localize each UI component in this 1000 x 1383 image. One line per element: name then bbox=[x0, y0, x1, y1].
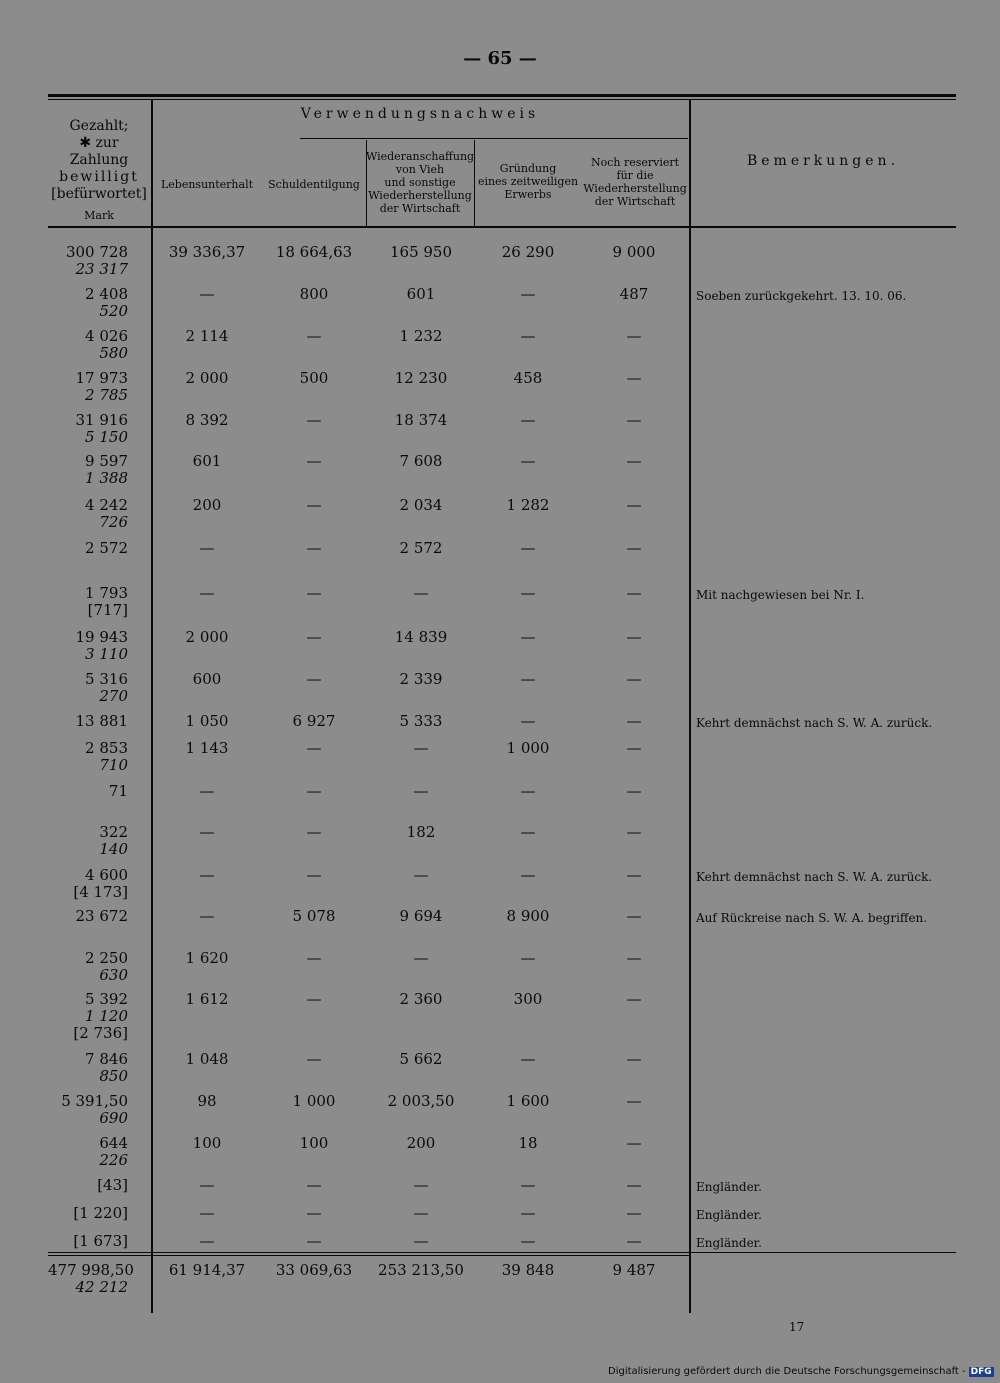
table-row-18-paid bbox=[48, 991, 128, 1042]
table-row-21-paid-0: 644 bbox=[99, 1134, 128, 1152]
table-row-6-lebensunterhalt: 200 bbox=[192, 496, 222, 514]
total-row-paid bbox=[48, 1261, 134, 1296]
table-row-15-wiederanschaffung: — bbox=[413, 866, 429, 884]
table-row-12-wiederanschaffung: — bbox=[413, 739, 429, 757]
table-row-9-schuldentilgung: — bbox=[306, 628, 322, 646]
table-row-24-paid-0: [1 673] bbox=[73, 1232, 128, 1250]
table-row-2-lebensunterhalt: 2 114 bbox=[185, 327, 229, 345]
table-row-2-schuldentilgung: — bbox=[306, 327, 322, 345]
table-row-3-gruendung: 458 bbox=[513, 369, 543, 387]
table-row-22-gruendung: — bbox=[520, 1176, 536, 1194]
table-row-23-schuldentilgung: — bbox=[306, 1204, 322, 1222]
table-row-24-noch-reserviert: — bbox=[626, 1232, 642, 1250]
table-row-12-schuldentilgung: — bbox=[306, 739, 322, 757]
header-wiederanschaffung bbox=[366, 150, 474, 215]
total-row-schuldentilgung: 33 069,63 bbox=[275, 1261, 353, 1279]
table-row-5-wiederanschaffung: 7 608 bbox=[399, 452, 443, 470]
table-row-23-noch-reserviert: — bbox=[626, 1204, 642, 1222]
table-row-22-bemerkung: Engländer. bbox=[696, 1180, 762, 1194]
table-row-23-lebensunterhalt: — bbox=[199, 1204, 215, 1222]
table-row-13-paid bbox=[48, 783, 128, 800]
table-row-21-paid-1: 226 bbox=[99, 1151, 128, 1169]
table-row-12-noch-reserviert: — bbox=[626, 739, 642, 757]
top-rule bbox=[48, 94, 956, 97]
header-noch-4: der Wirtschaft bbox=[594, 195, 676, 208]
table-row-5-noch-reserviert: — bbox=[626, 452, 642, 470]
table-row-0-gruendung: 26 290 bbox=[501, 243, 555, 261]
table-row-17-paid-1: 630 bbox=[99, 966, 128, 984]
table-row-21-gruendung: 18 bbox=[518, 1134, 538, 1152]
table-row-10-schuldentilgung: — bbox=[306, 670, 322, 688]
table-row-2-wiederanschaffung: 1 232 bbox=[399, 327, 443, 345]
table-row-14-paid-1: 140 bbox=[99, 840, 128, 858]
table-row-4-paid bbox=[48, 412, 128, 446]
footer-text: Digitalisierung gefördert durch die Deutsche Forschungsgemeinschaft - bbox=[608, 1366, 966, 1377]
table-row-18-wiederanschaffung: 2 360 bbox=[399, 990, 443, 1008]
table-row-14-wiederanschaffung: 182 bbox=[406, 823, 436, 841]
table-row-4-paid-0: 31 916 bbox=[75, 411, 128, 429]
header-gezahlt-1: Gezahlt; bbox=[69, 118, 129, 134]
table-row-20-paid bbox=[48, 1093, 128, 1127]
table-row-1-paid-1: 520 bbox=[99, 302, 128, 320]
header-gru-2: eines zeitweiligen bbox=[477, 175, 579, 188]
table-row-19-paid-1: 850 bbox=[99, 1067, 128, 1085]
table-row-20-paid-0: 5 391,50 bbox=[61, 1092, 128, 1110]
table-row-10-wiederanschaffung: 2 339 bbox=[399, 670, 443, 688]
table-row-22-schuldentilgung: — bbox=[306, 1176, 322, 1194]
top-rule-thin bbox=[48, 99, 956, 100]
table-row-16-gruendung: 8 900 bbox=[506, 907, 550, 925]
total-rule bbox=[48, 1252, 956, 1253]
table-row-19-lebensunterhalt: 1 048 bbox=[185, 1050, 229, 1068]
table-row-20-wiederanschaffung: 2 003,50 bbox=[387, 1092, 455, 1110]
table-row-3-lebensunterhalt: 2 000 bbox=[185, 369, 229, 387]
sheet-number: 17 bbox=[789, 1320, 805, 1334]
table-row-0-schuldentilgung: 18 664,63 bbox=[275, 243, 353, 261]
table-row-11-gruendung: — bbox=[520, 712, 536, 730]
table-row-2-gruendung: — bbox=[520, 327, 536, 345]
table-row-4-wiederanschaffung: 18 374 bbox=[394, 411, 448, 429]
table-row-10-gruendung: — bbox=[520, 670, 536, 688]
table-row-19-schuldentilgung: — bbox=[306, 1050, 322, 1068]
table-row-15-lebensunterhalt: — bbox=[199, 866, 215, 884]
table-row-3-paid bbox=[48, 370, 128, 404]
table-row-0-paid-1: 23 317 bbox=[75, 260, 128, 278]
table-row-0-paid bbox=[48, 244, 128, 278]
table-row-14-gruendung: — bbox=[520, 823, 536, 841]
table-row-5-paid-1: 1 388 bbox=[85, 469, 128, 487]
table-row-11-wiederanschaffung: 5 333 bbox=[399, 712, 443, 730]
table-row-12-paid bbox=[48, 740, 128, 774]
table-row-7-lebensunterhalt: — bbox=[199, 539, 215, 557]
table-row-24-bemerkung: Engländer. bbox=[696, 1236, 762, 1250]
table-row-20-paid-1: 690 bbox=[99, 1109, 128, 1127]
table-row-1-lebensunterhalt: — bbox=[199, 285, 215, 303]
table-row-24-paid bbox=[48, 1233, 128, 1250]
table-row-21-wiederanschaffung: 200 bbox=[406, 1134, 436, 1152]
table-row-1-paid bbox=[48, 286, 128, 320]
table-row-20-noch-reserviert: — bbox=[626, 1092, 642, 1110]
table-row-11-lebensunterhalt: 1 050 bbox=[185, 712, 229, 730]
table-row-24-wiederanschaffung: — bbox=[413, 1232, 429, 1250]
table-row-1-noch-reserviert: 487 bbox=[619, 285, 649, 303]
table-row-11-schuldentilgung: 6 927 bbox=[292, 712, 336, 730]
total-row-lebensunterhalt: 61 914,37 bbox=[168, 1261, 246, 1279]
header-verwendung: Verwendungsnachweis bbox=[300, 106, 540, 122]
dfg-logo: DFG bbox=[970, 1367, 992, 1377]
table-row-8-paid-1: [717] bbox=[87, 601, 128, 619]
table-row-17-wiederanschaffung: — bbox=[413, 949, 429, 967]
table-row-20-gruendung: 1 600 bbox=[506, 1092, 550, 1110]
table-row-11-paid-0: 13 881 bbox=[75, 712, 128, 730]
header-noch-1: Noch reserviert bbox=[590, 156, 680, 169]
table-row-8-wiederanschaffung: — bbox=[413, 584, 429, 602]
table-row-6-paid bbox=[48, 497, 128, 531]
table-row-18-gruendung: 300 bbox=[513, 990, 543, 1008]
table-row-2-noch-reserviert: — bbox=[626, 327, 642, 345]
table-row-21-lebensunterhalt: 100 bbox=[192, 1134, 222, 1152]
table-row-6-wiederanschaffung: 2 034 bbox=[399, 496, 443, 514]
table-row-6-paid-0: 4 242 bbox=[85, 496, 128, 514]
table-row-19-gruendung: — bbox=[520, 1050, 536, 1068]
header-lebensunterhalt: Lebensunterhalt bbox=[160, 178, 254, 191]
table-row-12-gruendung: 1 000 bbox=[506, 739, 550, 757]
table-row-9-gruendung: — bbox=[520, 628, 536, 646]
table-row-15-paid-1: [4 173] bbox=[73, 883, 128, 901]
table-row-8-paid-0: 1 793 bbox=[85, 584, 128, 602]
wiederanschaffung-right bbox=[474, 140, 475, 226]
table-row-23-paid bbox=[48, 1205, 128, 1222]
table-row-15-schuldentilgung: — bbox=[306, 866, 322, 884]
table-row-22-wiederanschaffung: — bbox=[413, 1176, 429, 1194]
table-row-9-paid-0: 19 943 bbox=[75, 628, 128, 646]
table-row-7-gruendung: — bbox=[520, 539, 536, 557]
table-row-11-paid bbox=[48, 713, 128, 730]
table-row-15-bemerkung: Kehrt demnächst nach S. W. A. zurück. bbox=[696, 870, 933, 884]
table-row-7-wiederanschaffung: 2 572 bbox=[399, 539, 443, 557]
table-row-8-bemerkung: Mit nachgewiesen bei Nr. I. bbox=[696, 588, 865, 602]
table-row-18-noch-reserviert: — bbox=[626, 990, 642, 1008]
total-row-noch-reserviert: 9 487 bbox=[612, 1261, 656, 1279]
table-row-14-schuldentilgung: — bbox=[306, 823, 322, 841]
header-wie-2: von Vieh bbox=[395, 163, 445, 176]
header-wie-1: Wiederanschaffung bbox=[366, 150, 475, 163]
table-row-16-paid-0: 23 672 bbox=[75, 907, 128, 925]
table-row-12-paid-1: 710 bbox=[99, 756, 128, 774]
table-row-18-schuldentilgung: — bbox=[306, 990, 322, 1008]
table-row-4-lebensunterhalt: 8 392 bbox=[185, 411, 229, 429]
total-row-wiederanschaffung: 253 213,50 bbox=[378, 1261, 464, 1279]
total-row-paid-1: 42 212 bbox=[75, 1278, 128, 1296]
table-row-19-paid-0: 7 846 bbox=[85, 1050, 128, 1068]
header-gezahlt-2: ✱ zur Zahlung bbox=[69, 135, 129, 168]
table-row-8-noch-reserviert: — bbox=[626, 584, 642, 602]
table-row-2-paid-1: 580 bbox=[99, 344, 128, 362]
header-gruendung bbox=[476, 162, 580, 201]
table-row-15-noch-reserviert: — bbox=[626, 866, 642, 884]
table-row-14-lebensunterhalt: — bbox=[199, 823, 215, 841]
header-wie-5: der Wirtschaft bbox=[379, 202, 461, 215]
table-row-10-lebensunterhalt: 600 bbox=[192, 670, 222, 688]
table-row-15-gruendung: — bbox=[520, 866, 536, 884]
table-row-16-bemerkung: Auf Rückreise nach S. W. A. begriffen. bbox=[696, 911, 928, 925]
table-row-5-schuldentilgung: — bbox=[306, 452, 322, 470]
table-row-22-noch-reserviert: — bbox=[626, 1176, 642, 1194]
table-row-5-gruendung: — bbox=[520, 452, 536, 470]
header-gru-3: Erwerbs bbox=[504, 188, 552, 201]
header-gezahlt bbox=[48, 118, 150, 224]
table-row-16-lebensunterhalt: — bbox=[199, 907, 215, 925]
table-row-23-gruendung: — bbox=[520, 1204, 536, 1222]
table-row-9-paid bbox=[48, 629, 128, 663]
table-row-21-schuldentilgung: 100 bbox=[299, 1134, 329, 1152]
footer-credit bbox=[608, 1366, 994, 1377]
table-row-9-wiederanschaffung: 14 839 bbox=[394, 628, 448, 646]
header-noch bbox=[582, 156, 688, 208]
header-wie-4: Wiederherstellung bbox=[368, 189, 472, 202]
header-schuldentilgung: Schuldentilgung bbox=[268, 178, 360, 191]
table-row-17-gruendung: — bbox=[520, 949, 536, 967]
header-gezahlt-4: [befürwortet] bbox=[51, 186, 147, 202]
header-gezahlt-3: bewilligt bbox=[59, 169, 139, 185]
table-row-5-lebensunterhalt: 601 bbox=[192, 452, 222, 470]
header-bemerkungen: Bemerkungen. bbox=[746, 153, 900, 169]
table-row-6-paid-1: 726 bbox=[99, 513, 128, 531]
header-wie-3: und sonstige bbox=[384, 176, 456, 189]
table-row-9-lebensunterhalt: 2 000 bbox=[185, 628, 229, 646]
table-row-3-schuldentilgung: 500 bbox=[299, 369, 329, 387]
table-row-16-schuldentilgung: 5 078 bbox=[292, 907, 336, 925]
table-row-10-noch-reserviert: — bbox=[626, 670, 642, 688]
table-row-23-paid-0: [1 220] bbox=[73, 1204, 128, 1222]
table-row-17-noch-reserviert: — bbox=[626, 949, 642, 967]
table-row-4-noch-reserviert: — bbox=[626, 411, 642, 429]
header-mark: Mark bbox=[84, 209, 114, 222]
table-row-13-paid-0: 71 bbox=[108, 782, 128, 800]
table-row-2-paid-0: 4 026 bbox=[85, 327, 128, 345]
table-row-6-noch-reserviert: — bbox=[626, 496, 642, 514]
col-divider-1 bbox=[151, 99, 153, 1313]
table-row-13-lebensunterhalt: — bbox=[199, 782, 215, 800]
table-row-21-noch-reserviert: — bbox=[626, 1134, 642, 1152]
table-row-16-noch-reserviert: — bbox=[626, 907, 642, 925]
table-row-0-lebensunterhalt: 39 336,37 bbox=[168, 243, 246, 261]
table-row-7-paid bbox=[48, 540, 128, 557]
table-row-10-paid bbox=[48, 671, 128, 705]
header-noch-3: Wiederherstellung bbox=[583, 182, 687, 195]
table-row-17-paid-0: 2 250 bbox=[85, 949, 128, 967]
table-row-22-paid-0: [43] bbox=[97, 1176, 128, 1194]
table-row-6-schuldentilgung: — bbox=[306, 496, 322, 514]
table-row-8-gruendung: — bbox=[520, 584, 536, 602]
table-row-5-paid bbox=[48, 453, 128, 487]
header-noch-2: für die bbox=[616, 169, 654, 182]
table-row-14-noch-reserviert: — bbox=[626, 823, 642, 841]
table-row-0-noch-reserviert: 9 000 bbox=[612, 243, 656, 261]
table-row-14-paid-0: 322 bbox=[99, 823, 128, 841]
table-row-7-noch-reserviert: — bbox=[626, 539, 642, 557]
table-row-24-lebensunterhalt: — bbox=[199, 1232, 215, 1250]
total-rule-thin bbox=[48, 1255, 690, 1256]
table-row-18-paid-2: [2 736] bbox=[73, 1024, 128, 1042]
table-row-1-gruendung: — bbox=[520, 285, 536, 303]
table-row-19-paid bbox=[48, 1051, 128, 1085]
table-row-23-wiederanschaffung: — bbox=[413, 1204, 429, 1222]
table-row-20-schuldentilgung: 1 000 bbox=[292, 1092, 336, 1110]
table-row-10-paid-0: 5 316 bbox=[85, 670, 128, 688]
table-row-13-schuldentilgung: — bbox=[306, 782, 322, 800]
page-number: — 65 — bbox=[463, 48, 537, 69]
table-row-10-paid-1: 270 bbox=[99, 687, 128, 705]
table-row-1-paid-0: 2 408 bbox=[85, 285, 128, 303]
table-row-12-paid-0: 2 853 bbox=[85, 739, 128, 757]
table-row-3-paid-0: 17 973 bbox=[75, 369, 128, 387]
verwendung-underline bbox=[300, 138, 688, 139]
header-gru-1: Gründung bbox=[499, 162, 557, 175]
table-row-22-paid bbox=[48, 1177, 128, 1194]
table-row-17-schuldentilgung: — bbox=[306, 949, 322, 967]
table-row-17-lebensunterhalt: 1 620 bbox=[185, 949, 229, 967]
table-row-8-paid bbox=[48, 585, 128, 619]
table-row-16-paid bbox=[48, 908, 128, 925]
table-row-20-lebensunterhalt: 98 bbox=[197, 1092, 217, 1110]
table-row-11-noch-reserviert: — bbox=[626, 712, 642, 730]
table-row-24-schuldentilgung: — bbox=[306, 1232, 322, 1250]
table-row-8-schuldentilgung: — bbox=[306, 584, 322, 602]
table-row-22-lebensunterhalt: — bbox=[199, 1176, 215, 1194]
table-row-0-paid-0: 300 728 bbox=[65, 243, 128, 261]
table-row-1-schuldentilgung: 800 bbox=[299, 285, 329, 303]
table-row-1-wiederanschaffung: 601 bbox=[406, 285, 436, 303]
table-row-8-lebensunterhalt: — bbox=[199, 584, 215, 602]
table-row-13-gruendung: — bbox=[520, 782, 536, 800]
table-row-4-paid-1: 5 150 bbox=[85, 428, 128, 446]
table-row-4-schuldentilgung: — bbox=[306, 411, 322, 429]
table-row-19-noch-reserviert: — bbox=[626, 1050, 642, 1068]
table-row-11-bemerkung: Kehrt demnächst nach S. W. A. zurück. bbox=[696, 716, 933, 730]
table-row-9-paid-1: 3 110 bbox=[85, 645, 128, 663]
table-row-7-schuldentilgung: — bbox=[306, 539, 322, 557]
table-row-4-gruendung: — bbox=[520, 411, 536, 429]
table-row-16-wiederanschaffung: 9 694 bbox=[399, 907, 443, 925]
table-row-24-gruendung: — bbox=[520, 1232, 536, 1250]
table-row-17-paid bbox=[48, 950, 128, 984]
table-row-1-bemerkung: Soeben zurückgekehrt. 13. 10. 06. bbox=[696, 289, 907, 303]
col-divider-2 bbox=[689, 99, 691, 1313]
table-row-19-wiederanschaffung: 5 662 bbox=[399, 1050, 443, 1068]
table-row-5-paid-0: 9 597 bbox=[85, 452, 128, 470]
table-row-3-paid-1: 2 785 bbox=[85, 386, 128, 404]
table-row-9-noch-reserviert: — bbox=[626, 628, 642, 646]
table-row-21-paid bbox=[48, 1135, 128, 1169]
table-row-13-noch-reserviert: — bbox=[626, 782, 642, 800]
table-row-3-wiederanschaffung: 12 230 bbox=[394, 369, 448, 387]
table-row-0-wiederanschaffung: 165 950 bbox=[389, 243, 453, 261]
table-row-15-paid bbox=[48, 867, 128, 901]
table-row-13-wiederanschaffung: — bbox=[413, 782, 429, 800]
table-row-23-bemerkung: Engländer. bbox=[696, 1208, 762, 1222]
total-row-paid-0: 477 998,50 bbox=[48, 1261, 134, 1279]
table-row-18-lebensunterhalt: 1 612 bbox=[185, 990, 229, 1008]
table-row-15-paid-0: 4 600 bbox=[85, 866, 128, 884]
table-row-2-paid bbox=[48, 328, 128, 362]
table-row-14-paid bbox=[48, 824, 128, 858]
table-row-7-paid-0: 2 572 bbox=[85, 539, 128, 557]
table-row-12-lebensunterhalt: 1 143 bbox=[185, 739, 229, 757]
table-row-3-noch-reserviert: — bbox=[626, 369, 642, 387]
total-row-gruendung: 39 848 bbox=[501, 1261, 555, 1279]
table-row-18-paid-1: 1 120 bbox=[85, 1007, 128, 1025]
table-row-6-gruendung: 1 282 bbox=[506, 496, 550, 514]
header-bottom-rule bbox=[48, 226, 956, 228]
table-row-18-paid-0: 5 392 bbox=[85, 990, 128, 1008]
